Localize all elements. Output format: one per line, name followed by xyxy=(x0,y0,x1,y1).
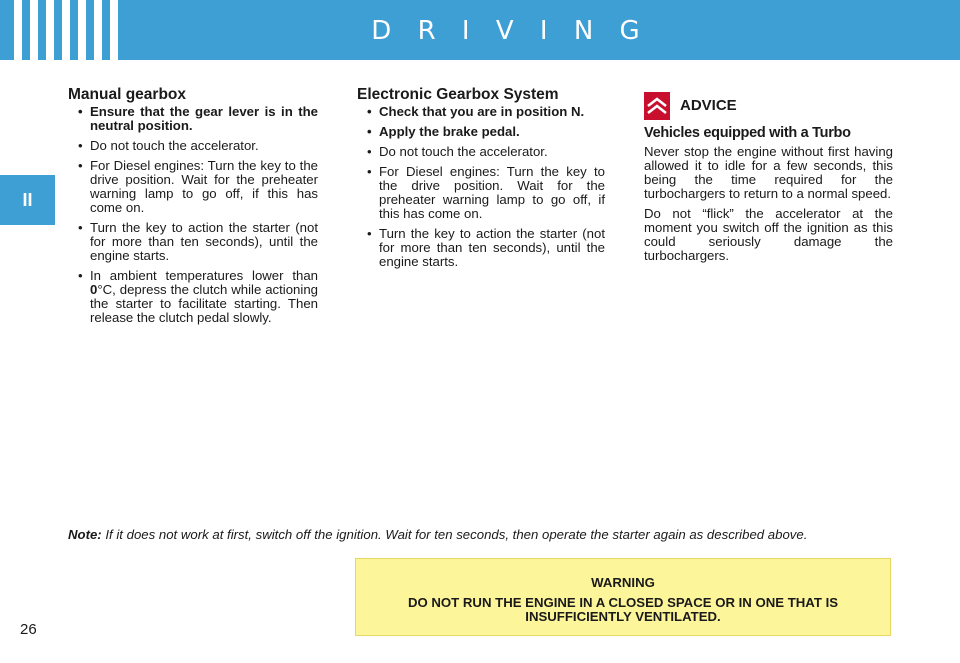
list-item: • Do not touch the accelerator. xyxy=(367,145,605,159)
warning-title: WARNING xyxy=(591,575,655,590)
manual-gearbox-section xyxy=(68,88,318,331)
list-item: • Do not touch the accelerator. xyxy=(78,139,318,153)
page-title: D R I V I N G xyxy=(371,16,649,46)
advice-paragraph: Never stop the engine without first having allowed it to idle for a few seconds, this being the time required for the turbochargers to return to a normal speed. xyxy=(644,144,893,201)
electronic-gearbox-section xyxy=(357,88,605,275)
list-item: • Apply the brake pedal. xyxy=(367,125,605,139)
manual-gearbox-title: Manual gearbox xyxy=(68,86,186,103)
chapter-tab: II xyxy=(0,175,55,225)
manual-gearbox-list xyxy=(68,105,318,325)
advice-section xyxy=(644,90,893,269)
list-item: • Turn the key to action the starter (not for more than ten seconds), until the engine starts. xyxy=(367,227,605,269)
advice-header xyxy=(644,90,893,122)
advice-subtitle: Vehicles equipped with a Turbo xyxy=(644,125,851,141)
page-number: 26 xyxy=(20,621,37,638)
ambient-temperature-value: 0 xyxy=(90,282,98,297)
note-body: If it does not work at first, switch off the ignition. Wait for ten seconds, then operate the starter again as described above. xyxy=(101,527,808,542)
ambient-text-prefix: In ambient temperatures lower than xyxy=(90,268,318,283)
advice-paragraph: Do not “flick” the accelerator at the moment you switch off the ignition as this could seriously damage the turbochargers. xyxy=(644,206,893,263)
page-header xyxy=(0,0,960,60)
list-item: • Ensure that the gear lever is in the neutral position. xyxy=(78,105,318,133)
warning-box xyxy=(355,558,891,636)
list-item: • For Diesel engines: Turn the key to the drive position. Wait for the preheater warning lamp to go off, if this has come on. xyxy=(78,159,318,215)
warning-text: DO NOT RUN THE ENGINE IN A CLOSED SPACE OR IN ONE THAT IS INSUFFICIENTLY VENTILATED. xyxy=(407,595,839,624)
advice-title: ADVICE xyxy=(680,97,737,114)
list-item: • For Diesel engines: Turn the key to the drive position. Wait for the preheater warning lamp to go off, if this has come on. xyxy=(367,165,605,221)
double-chevron-logo-icon xyxy=(644,92,670,120)
list-item: • Turn the key to action the starter (not for more than ten seconds), until the engine starts. xyxy=(78,221,318,263)
list-item xyxy=(78,269,318,325)
electronic-gearbox-list xyxy=(357,105,605,269)
list-item: • Check that you are in position N. xyxy=(367,105,605,119)
note-text xyxy=(68,528,892,542)
electronic-gearbox-title: Electronic Gearbox System xyxy=(357,86,559,103)
ambient-text-suffix: °C, depress the clutch while actioning the starter to facilitate starting. Then release the clutch pedal slowly. xyxy=(90,282,318,325)
note-label: Note: xyxy=(68,527,102,542)
